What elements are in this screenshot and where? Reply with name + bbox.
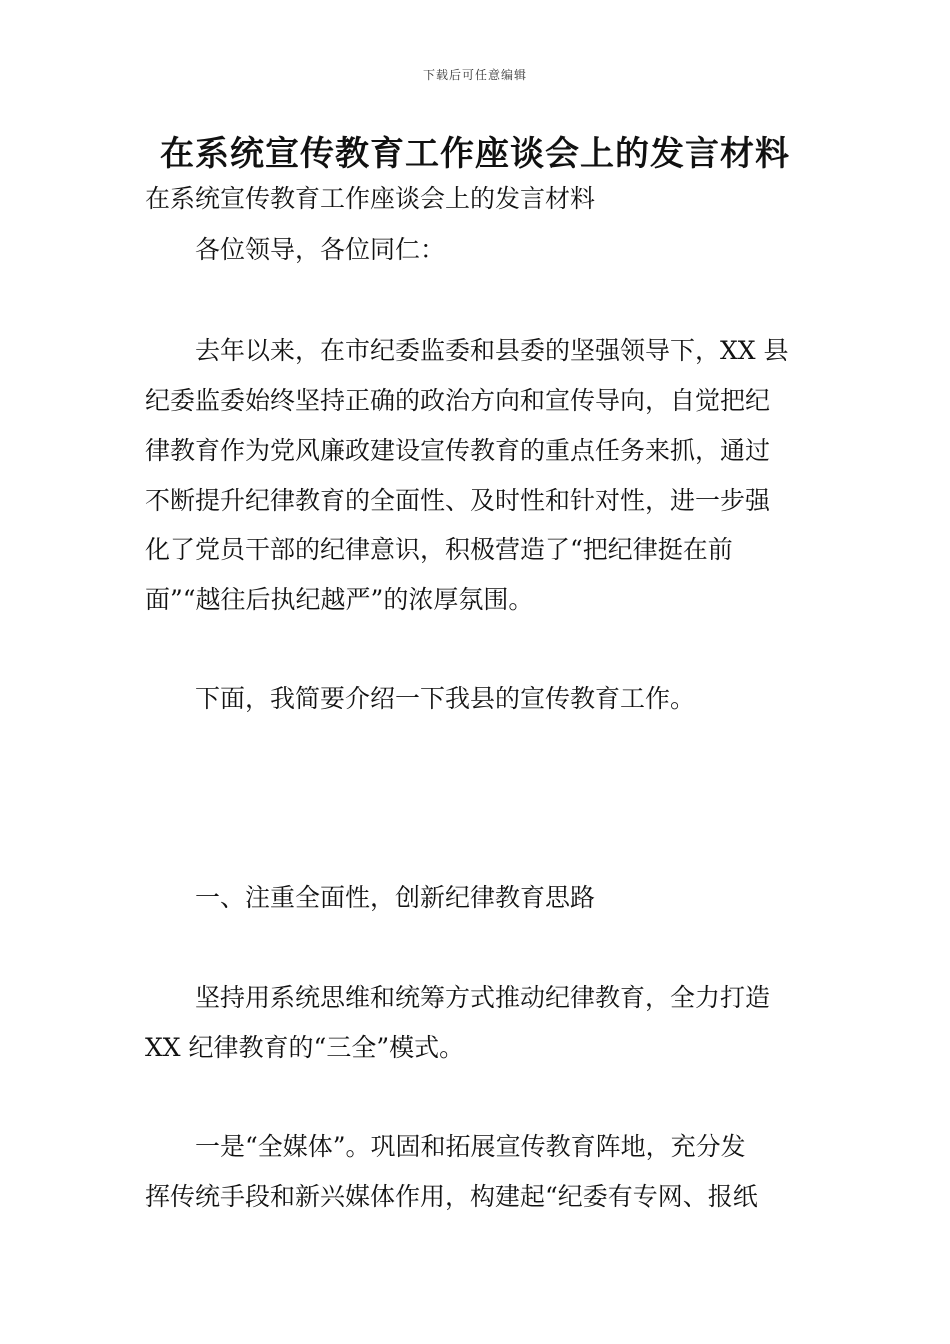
header-note: 下载后可任意编辑 [422,68,527,82]
document-title: 在系统宣传教育工作座谈会上的发言材料 [160,134,790,174]
paragraph-1-line-1: 去年以来，在市纪委监委和县委的坚强领导下，XX 县 [195,336,789,365]
paragraph-2: 下面，我简要介绍一下我县的宣传教育工作。 [195,684,696,713]
section-heading-1: 一、注重全面性，创新纪律教育思路 [195,883,596,912]
paragraph-1-line-6: 面”“越往后执纪越严”的浓厚氛围。 [145,585,534,614]
paragraph-4-line-1: 一是“全媒体”。巩固和拓展宣传教育阵地，充分发 [195,1132,746,1161]
salutation: 各位领导，各位同仁： [195,235,446,264]
paragraph-3-line-2: XX 纪律教育的“三全”模式。 [145,1033,465,1062]
paragraph-1-line-3: 律教育作为党风廉政建设宣传教育的重点任务来抓，通过 [145,436,771,465]
document-subtitle: 在系统宣传教育工作座谈会上的发言材料 [145,184,596,213]
paragraph-3-line-1: 坚持用系统思维和统筹方式推动纪律教育，全力打造 [195,983,771,1012]
paragraph-4-line-2: 挥传统手段和新兴媒体作用，构建起“纪委有专网、报纸 [145,1182,758,1211]
paragraph-1-line-4: 不断提升纪律教育的全面性、及时性和针对性，进一步强 [145,486,771,515]
paragraph-1-line-5: 化了党员干部的纪律意识，积极营造了“把纪律挺在前 [145,535,733,564]
paragraph-1-line-2: 纪委监委始终坚持正确的政治方向和宣传导向，自觉把纪 [145,386,771,415]
